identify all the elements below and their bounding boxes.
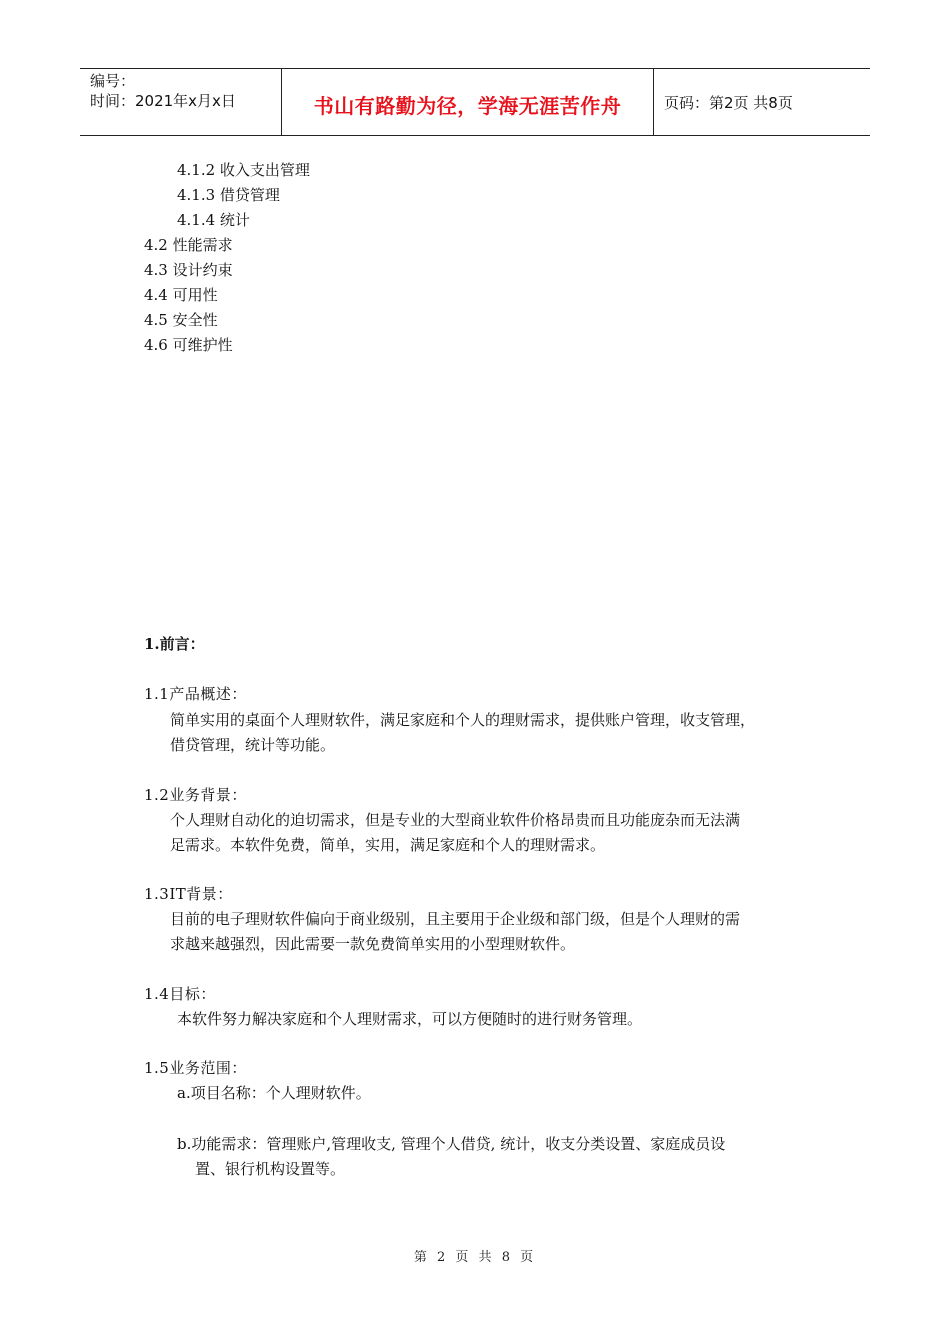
paragraph-line: 足需求。本软件免费，简单，实用，满足家庭和个人的理财需求。 <box>170 836 606 854</box>
paragraph-line: 本软件努力解决家庭和个人理财需求，可以方便随时的进行财务管理。 <box>177 1010 643 1028</box>
doc-number-label: 编号： <box>90 72 136 90</box>
paragraph-line: 求越来越强烈，因此需要一款免费简单实用的小型理财软件。 <box>170 935 576 953</box>
header-page-info: 页码：第2页 共8页 <box>664 93 793 112</box>
toc-item[interactable]: 4.5 安全性 <box>144 311 218 329</box>
toc-item[interactable]: 4.1.2 收入支出管理 <box>177 161 310 179</box>
scope-item-b: b.功能需求：管理账户,管理收支, 管理个人借贷, 统计，收支分类设置、家庭成员设 <box>177 1135 726 1153</box>
subsection-title: 1.4目标： <box>144 985 216 1003</box>
scope-item-b-cont: 置、银行机构设置等。 <box>195 1160 346 1178</box>
toc-item[interactable]: 4.2 性能需求 <box>144 236 233 254</box>
paragraph-line: 简单实用的桌面个人理财软件，满足家庭和个人的理财需求，提供账户管理，收支管理， <box>170 711 756 729</box>
page-footer: 第 2 页 共 8 页 <box>413 1250 537 1265</box>
subsection-title: 1.3IT背景： <box>144 885 233 903</box>
toc-item[interactable]: 4.6 可维护性 <box>144 336 233 354</box>
header-motto-cell <box>282 69 654 135</box>
doc-time-label: 时间：2021年x月x日 <box>90 92 236 110</box>
scope-item-a: a.项目名称：个人理财软件。 <box>177 1084 371 1102</box>
subsection-title: 1.2业务背景： <box>144 786 247 804</box>
toc-item[interactable]: 4.3 设计约束 <box>144 261 233 279</box>
toc-item[interactable]: 4.1.4 统计 <box>177 211 250 229</box>
header-motto: 书山有路勤为径，学海无涯苦作舟 <box>313 93 622 118</box>
paragraph-line: 个人理财自动化的迫切需求，但是专业的大型商业软件价格昂贵而且功能庞杂而无法满 <box>170 811 741 829</box>
header-meta-cell <box>80 69 282 135</box>
section-title: 1.前言： <box>144 635 205 653</box>
paragraph-line: 借贷管理，统计等功能。 <box>170 736 336 754</box>
toc-item[interactable]: 4.1.3 借贷管理 <box>177 186 280 204</box>
toc-item[interactable]: 4.4 可用性 <box>144 286 218 304</box>
page-header <box>80 68 870 136</box>
paragraph-line: 目前的电子理财软件偏向于商业级别，且主要用于企业级和部门级，但是个人理财的需 <box>170 910 741 928</box>
subsection-title: 1.5业务范围： <box>144 1059 247 1077</box>
subsection-title: 1.1产品概述： <box>144 685 247 703</box>
header-page-cell <box>654 69 870 135</box>
